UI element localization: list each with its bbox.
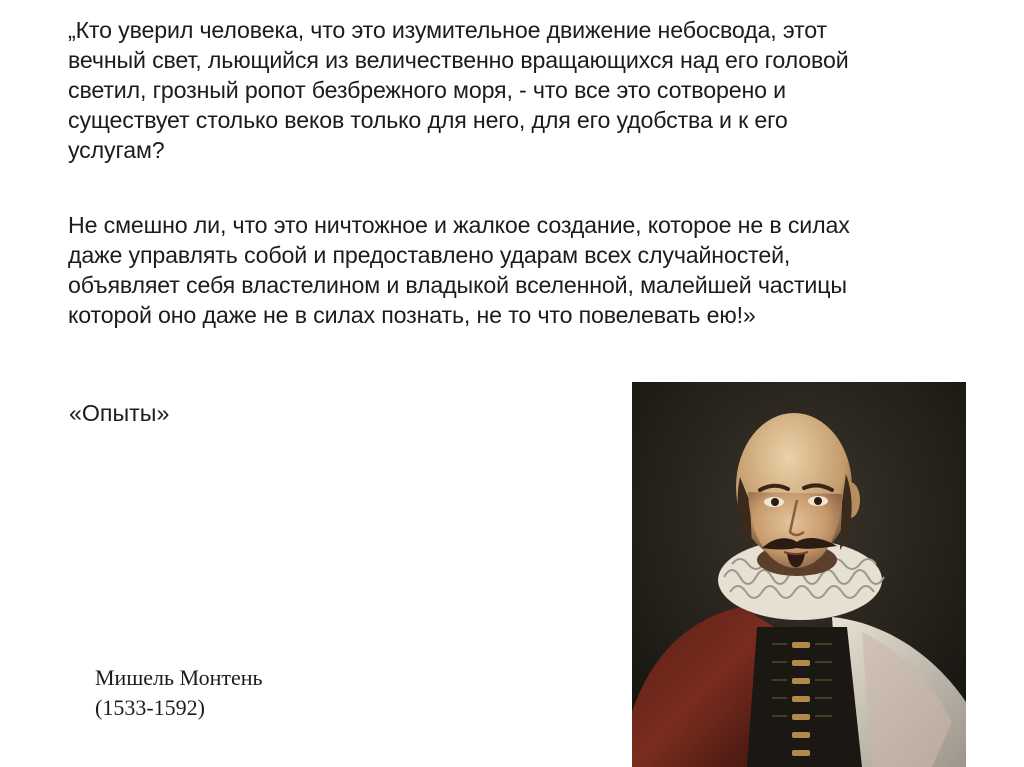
source-title: «Опыты» — [69, 400, 170, 426]
quote-line: вечный свет, льющийся из величественно вращающихся над его головой — [68, 47, 849, 73]
portrait-image — [632, 382, 966, 767]
quote-block — [68, 15, 968, 330]
quote-line: существует столько веков только для него, для его удобства и к его — [68, 107, 788, 133]
quote-line: „Кто уверил человека, что это изумительное движение небосвода, этот — [68, 17, 827, 43]
author-years: (1533-1592) — [95, 695, 205, 720]
quote-line: которой оно даже не в силах познать, не то что повелевать ею!» — [68, 302, 756, 328]
quote-line: даже управлять собой и предоставлено ударам всех случайностей, — [68, 242, 791, 268]
quote-line: светил, грозный ропот безбрежного моря, - что все это сотворено и — [68, 77, 786, 103]
paragraph-gap — [68, 165, 968, 210]
portrait-caption — [95, 663, 263, 723]
quote-line: объявляет себя властелином и владыкой вселенной, малейшей частицы — [68, 272, 847, 298]
quote-line: услугам? — [68, 137, 165, 163]
quote-line: Не смешно ли, что это ничтожное и жалкое создание, которое не в силах — [68, 212, 850, 238]
author-name: Мишель Монтень — [95, 665, 263, 690]
portrait-painting — [632, 382, 966, 767]
